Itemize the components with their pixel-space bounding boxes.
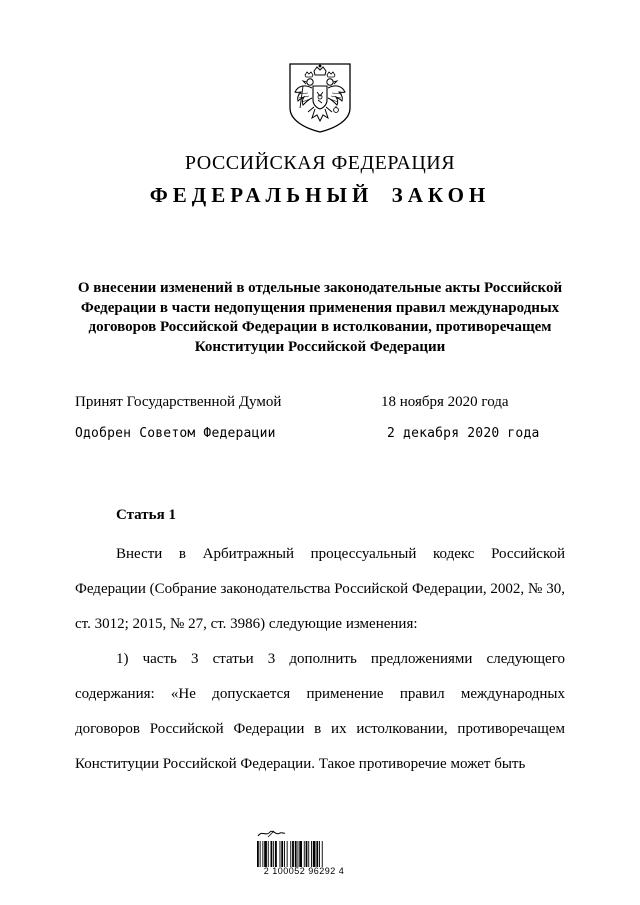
barcode-bar bbox=[271, 841, 273, 867]
barcode-bar bbox=[281, 841, 283, 867]
country-name: РОССИЙСКАЯ ФЕДЕРАЦИЯ bbox=[184, 152, 456, 174]
barcode-bar bbox=[308, 841, 309, 867]
barcode-number: 2 100052 96292 4 bbox=[263, 866, 345, 876]
adoption-label: Принят Государственной Думой bbox=[75, 394, 282, 410]
barcode-bar bbox=[295, 841, 297, 867]
barcode-bar bbox=[273, 841, 274, 867]
barcode-bar bbox=[313, 841, 316, 867]
barcode-bar bbox=[316, 841, 318, 867]
adoption-row-duma bbox=[75, 394, 565, 426]
barcode-bar bbox=[292, 841, 294, 867]
barcode-bar bbox=[298, 841, 299, 867]
signature-mark-icon bbox=[256, 828, 286, 838]
adoption-row-federation-council bbox=[75, 426, 565, 458]
barcode-bar bbox=[284, 841, 285, 867]
article-paragraph: Внести в Арбитражный процессуальный кодекс Российской Федерации (Собрание законодательства Российской Федерации, 2002, № 30, ст. 3012; 2015, № 27, ст. 3986) следующие изменения: bbox=[75, 546, 565, 632]
barcode-bar bbox=[306, 841, 308, 867]
article-heading: Статья 1 bbox=[116, 507, 176, 523]
barcode-bar bbox=[275, 841, 277, 867]
barcode-icon bbox=[256, 841, 352, 867]
barcode-bar bbox=[322, 841, 323, 867]
barcode-bar bbox=[262, 841, 263, 867]
law-title: О внесении изменений в отдельные законодательные акты Российской Федерации в части недопущения применения правил международных договоров Российской Федерации в истолковании, противоречащем Конституции Российской Федерации bbox=[77, 280, 563, 355]
barcode-bar bbox=[290, 841, 291, 867]
article-paragraph: 1) часть 3 статьи 3 дополнить предложениями следующего содержания: «Не допускается применение правил международных договоров Российской Федерации в их истолковании, противоречащем Конституции Российской Федерации. Такое противоречие может быть bbox=[75, 651, 565, 772]
adoption-block bbox=[75, 394, 565, 458]
barcode-bar bbox=[287, 841, 288, 867]
barcode-bar bbox=[257, 841, 259, 867]
barcode-bar bbox=[260, 841, 261, 867]
adoption-date: 18 ноября 2020 года bbox=[381, 394, 509, 410]
barcode-bar bbox=[311, 841, 312, 867]
article-body bbox=[75, 537, 565, 782]
barcode-bar bbox=[280, 841, 281, 867]
coat-of-arms-icon bbox=[288, 62, 352, 134]
adoption-date: 2 декабря 2020 года bbox=[387, 426, 540, 441]
barcode-bar bbox=[299, 841, 302, 867]
adoption-label: Одобрен Советом Федерации bbox=[75, 426, 276, 441]
barcode-block bbox=[244, 828, 364, 880]
barcode-bar bbox=[268, 841, 269, 867]
barcode-bar bbox=[319, 841, 320, 867]
barcode-bar bbox=[264, 841, 267, 867]
law-type-heading: ФЕДЕРАЛЬНЫЙ ЗАКОН bbox=[149, 183, 491, 207]
barcode-bar bbox=[304, 841, 305, 867]
